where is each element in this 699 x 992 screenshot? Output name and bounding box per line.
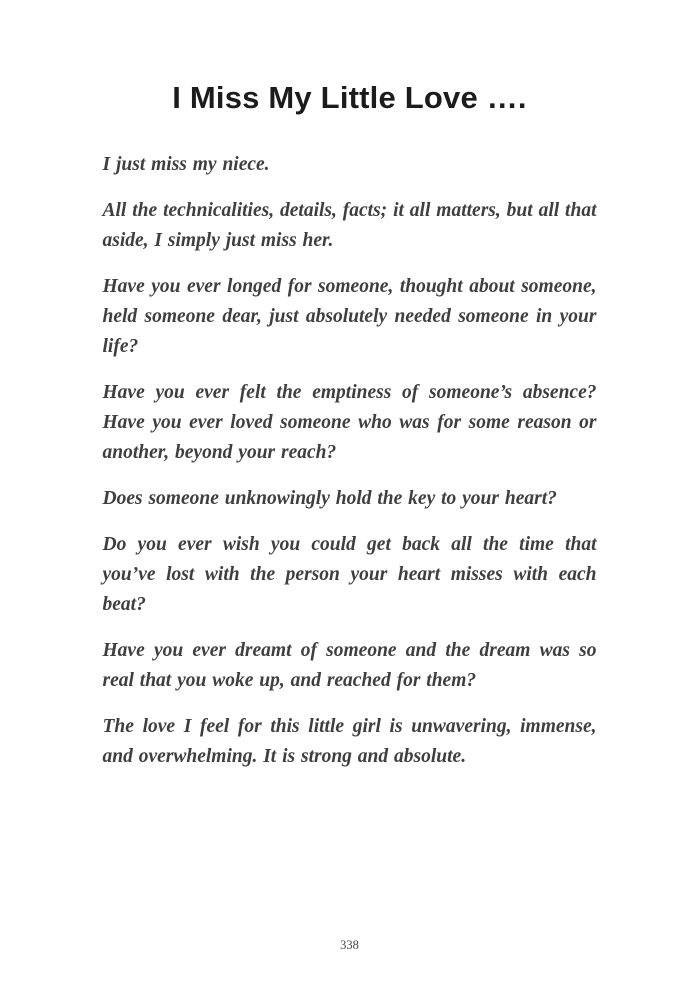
paragraph-8: The love I feel for this little girl is unwavering, immense, and overwhelming. It is strong and absolute. — [102, 716, 597, 767]
paragraph-1: I just miss my niece. — [102, 154, 270, 175]
page-number: 338 — [340, 938, 359, 952]
body-text — [103, 150, 597, 772]
paragraph-3: Have you ever longed for someone, thought about someone, held someone dear, just absolutely needed someone in your life? — [102, 276, 597, 357]
paragraph-6: Do you ever wish you could get back all the time that you’ve lost with the person your heart misses with each beat? — [102, 534, 597, 615]
page-title: I Miss My Little Love …. — [172, 80, 527, 115]
paragraph-4: Have you ever felt the emptiness of someone’s absence? Have you ever loved someone who was for some reason or another, beyond your reach? — [102, 382, 597, 463]
paragraph-7: Have you ever dreamt of someone and the dream was so real that you woke up, and reached for them? — [102, 640, 597, 691]
paragraph-2: All the technicalities, details, facts; it all matters, but all that aside, I simply just miss her. — [102, 200, 597, 251]
paragraph-5: Does someone unknowingly hold the key to your heart? — [102, 488, 557, 509]
